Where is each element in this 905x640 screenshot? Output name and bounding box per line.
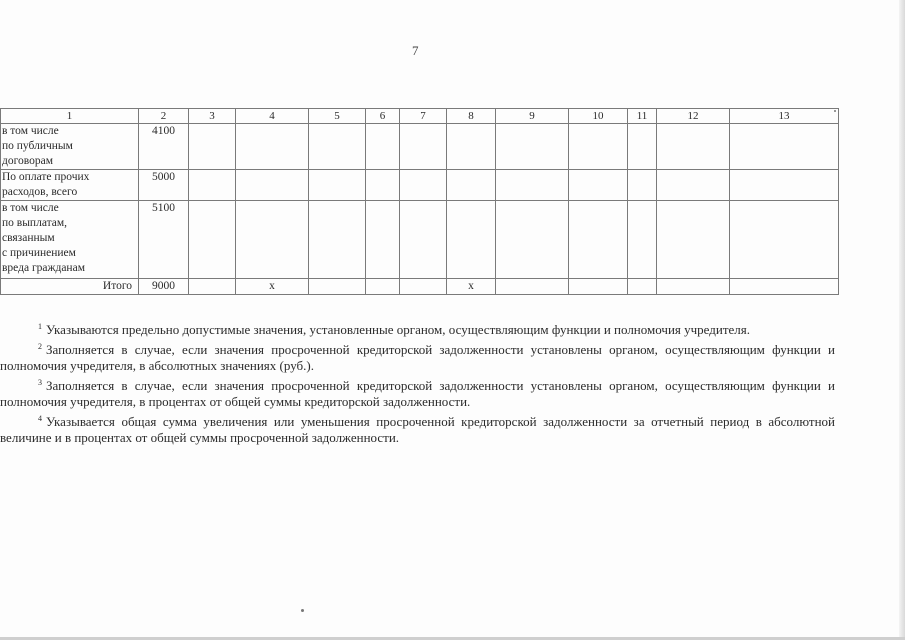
- table-header-row: [1, 109, 839, 124]
- footnote: [0, 339, 835, 375]
- row-code: 9000: [139, 279, 189, 295]
- table-cell: [447, 170, 496, 201]
- footnote-mark: 2: [38, 341, 42, 351]
- column-header: 4: [236, 109, 309, 124]
- row-label-line: по выплатам,: [2, 217, 68, 229]
- table-cell: [189, 279, 236, 295]
- column-header: 1: [1, 109, 139, 124]
- footnote-text: Указываются предельно допустимые значения, установленные органом, осуществляющим функции и полномочия учредителя.: [46, 322, 751, 337]
- row-label: [1, 170, 139, 201]
- row-label-line: расходов, всего: [2, 186, 78, 198]
- table-cell: [496, 124, 569, 170]
- row-label-line: с причинением: [2, 247, 76, 259]
- row-label-line: в том числе: [2, 202, 59, 214]
- column-header: 9: [496, 109, 569, 124]
- row-label-line: Итого: [102, 280, 132, 292]
- row-label-line: по публичным: [2, 140, 73, 152]
- table-cell: [366, 170, 400, 201]
- column-header: 12: [657, 109, 730, 124]
- scan-speck: [301, 609, 304, 612]
- table-cell: [730, 201, 839, 279]
- table-cell: [657, 170, 730, 201]
- table-total-row: [1, 279, 839, 295]
- table-cell: [189, 124, 236, 170]
- table-cell: [496, 279, 569, 295]
- row-code: 5000: [139, 170, 189, 201]
- footnote: [0, 375, 835, 411]
- table-cell: [400, 124, 447, 170]
- table-cell: [730, 124, 839, 170]
- table-cell: [569, 201, 628, 279]
- table-cell: [447, 124, 496, 170]
- row-label: [1, 124, 139, 170]
- column-header: 10: [569, 109, 628, 124]
- footnote-text: Указывается общая сумма увеличения или уменьшения просроченной кредиторской задолженности за отчетный период в абсолютной величине и в процентах от общей суммы просроченной задолженности.: [0, 413, 835, 445]
- table-cell: [366, 201, 400, 279]
- table-cell: [309, 279, 366, 295]
- row-label: [1, 201, 139, 279]
- footnote: [0, 319, 835, 339]
- table-row: [1, 124, 839, 170]
- column-header: 7: [400, 109, 447, 124]
- table-cell: [236, 124, 309, 170]
- row-label-line: в том числе: [2, 125, 59, 137]
- table-cell: [400, 279, 447, 295]
- column-header: 5: [309, 109, 366, 124]
- table-cell: [657, 201, 730, 279]
- row-label-line: договорам: [2, 155, 54, 167]
- table-cell: [400, 201, 447, 279]
- footnote-mark: 4: [38, 413, 42, 423]
- table-cell: [657, 279, 730, 295]
- footnotes: [0, 319, 835, 447]
- table-cell: [236, 201, 309, 279]
- scan-speck: [834, 110, 836, 112]
- scan-edge-right: [899, 0, 905, 640]
- table-cell: [730, 170, 839, 201]
- column-header: 2: [139, 109, 189, 124]
- table-cell: [189, 201, 236, 279]
- row-code: 5100: [139, 201, 189, 279]
- page-number: 7: [412, 43, 419, 58]
- column-header: 3: [189, 109, 236, 124]
- table-cell: [236, 170, 309, 201]
- footnote-text: Заполняется в случае, если значения просроченной кредиторской задолженности установлены органом, осуществляющим функции и полномочия учредителя, в процентах от общей суммы кредиторской задолженности.: [0, 377, 835, 409]
- table-cell: [569, 279, 628, 295]
- table-cell: [447, 201, 496, 279]
- table-row: [1, 170, 839, 201]
- column-header: 11: [628, 109, 657, 124]
- table-cell: [569, 124, 628, 170]
- row-code: 4100: [139, 124, 189, 170]
- table-cell: [309, 124, 366, 170]
- table-cell: [189, 170, 236, 201]
- row-label: [1, 279, 139, 295]
- footnote-text: Заполняется в случае, если значения просроченной кредиторской задолженности установлены органом, осуществляющим функции и полномочия учредителя, в абсолютных значениях (руб.).: [0, 341, 835, 373]
- table-cell: [628, 124, 657, 170]
- table-cell: [309, 170, 366, 201]
- footnote: [0, 411, 835, 447]
- table-cell: [730, 279, 839, 295]
- footnote-mark: 1: [38, 322, 42, 331]
- table-cell: [366, 279, 400, 295]
- row-label-line: связанным: [2, 232, 55, 244]
- table-cell: [496, 201, 569, 279]
- table-cell: x: [447, 279, 496, 295]
- table-cell: [628, 170, 657, 201]
- table-row: [1, 201, 839, 279]
- column-header: 8: [447, 109, 496, 124]
- table-cell: [366, 124, 400, 170]
- row-label-line: По оплате прочих: [2, 171, 90, 183]
- table-cell: [309, 201, 366, 279]
- row-label-line: вреда гражданам: [2, 262, 85, 274]
- report-table: [0, 108, 839, 295]
- table-cell: [657, 124, 730, 170]
- table-cell: x: [236, 279, 309, 295]
- table-cell: [400, 170, 447, 201]
- table-cell: [569, 170, 628, 201]
- table-cell: [628, 201, 657, 279]
- table-cell: [628, 279, 657, 295]
- footnote-mark: 3: [38, 377, 42, 387]
- table-cell: [496, 170, 569, 201]
- column-header: 6: [366, 109, 400, 124]
- column-header: 13: [730, 109, 839, 124]
